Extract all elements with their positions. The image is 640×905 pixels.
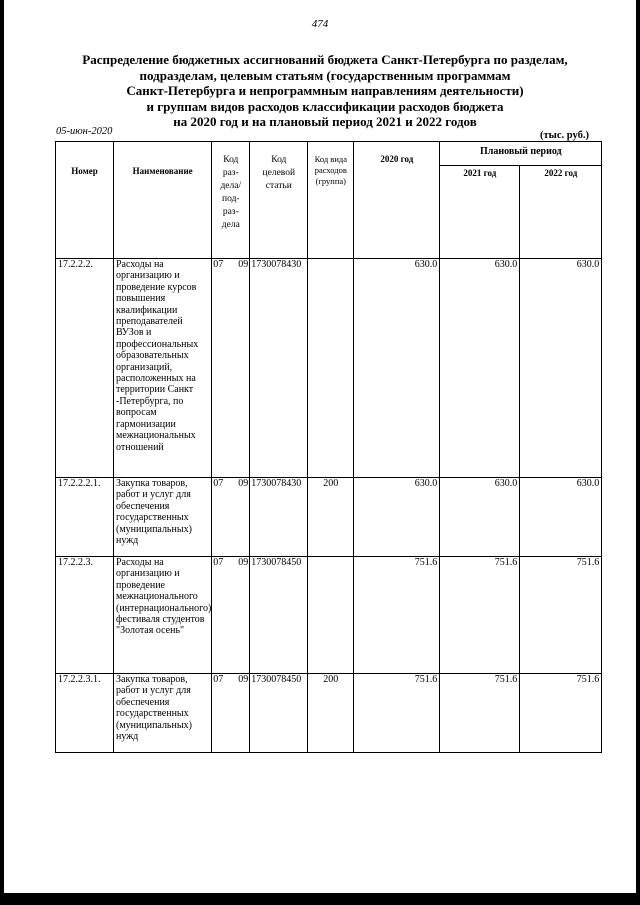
- document-date: 05-июн-2020: [56, 126, 113, 137]
- row-cel: 1730078450: [250, 674, 308, 753]
- scan-border-right: [636, 0, 640, 905]
- title-line: подразделам, целевым статьям (государственным программам: [139, 67, 511, 83]
- row-2022: 630.0: [520, 478, 602, 557]
- row-2020: 751.6: [354, 674, 440, 753]
- row-vid: [308, 557, 354, 674]
- row-nomer: 17.2.2.2.: [56, 259, 114, 478]
- row-2022: 630.0: [520, 259, 602, 478]
- page-number: 474: [311, 18, 329, 30]
- units-label: (тыс. руб.): [540, 130, 589, 141]
- row-2021: 630.0: [440, 259, 520, 478]
- row-2020: 630.0: [354, 259, 440, 478]
- row-name: Расходы на организацию и проведение межнационального (интернационального) фестиваля студентов "Золотая осень": [114, 557, 212, 674]
- row-nomer: 17.2.2.2.1.: [56, 478, 114, 557]
- row-2022: 751.6: [520, 674, 602, 753]
- row-nomer: 17.2.2.3.: [56, 557, 114, 674]
- title-line: на 2020 год и на плановый период 2021 и 2022 годов: [173, 114, 477, 129]
- row-razdel: 07 09: [212, 259, 250, 478]
- header-plan-period: Плановый период: [440, 142, 602, 166]
- row-razdel: 07 09: [212, 557, 250, 674]
- row-name: Расходы на организацию и проведение курсов повышения квалификации преподавателей ВУЗов и профессиональных образовательных организаций, расположенных на территории Санкт -Петербурга, по вопросам гармонизации межнациональных отношений: [114, 259, 212, 478]
- row-2020: 751.6: [354, 557, 440, 674]
- header-name: Наименование: [114, 142, 212, 259]
- table-row: [56, 478, 602, 557]
- row-2021: 630.0: [440, 478, 520, 557]
- row-vid: 200: [308, 674, 354, 753]
- row-razdel: 07 09: [212, 478, 250, 557]
- row-2020: 630.0: [354, 478, 440, 557]
- scan-border-left: [0, 0, 4, 905]
- header-nomer: Номер: [56, 142, 114, 259]
- header-2021: 2021 год: [440, 166, 520, 259]
- row-2021: 751.6: [440, 674, 520, 753]
- row-2021: 751.6: [440, 557, 520, 674]
- header-vid: Код вида расходов (группа): [308, 142, 354, 259]
- row-cel: 1730078430: [250, 259, 308, 478]
- row-cel: 1730078430: [250, 478, 308, 557]
- row-razdel: 07 09: [212, 674, 250, 753]
- header-razdel: Код раз- дела/ под- раз- дела: [212, 142, 250, 259]
- document-title: [40, 52, 610, 130]
- row-name: Закупка товаров, работ и услуг для обеспечения государственных (муниципальных) нужд: [114, 674, 212, 753]
- row-vid: [308, 259, 354, 478]
- table-row: [56, 259, 602, 478]
- title-line: и группам видов расходов классификации расходов бюджета: [146, 98, 504, 114]
- header-2022: 2022 год: [520, 166, 602, 259]
- header-cel: Код целевой статьи: [250, 142, 308, 259]
- row-vid: 200: [308, 478, 354, 557]
- row-name: Закупка товаров, работ и услуг для обеспечения государственных (муниципальных) нужд: [114, 478, 212, 557]
- header-2020: 2020 год: [354, 142, 440, 259]
- row-nomer: 17.2.2.3.1.: [56, 674, 114, 753]
- table-row: [56, 557, 602, 674]
- row-cel: 1730078450: [250, 557, 308, 674]
- title-line: Санкт-Петербурга и непрограммным направлениям деятельности): [126, 83, 524, 98]
- scan-border-bottom: [0, 893, 640, 905]
- table-row: [56, 674, 602, 753]
- title-line: Распределение бюджетных ассигнований бюджета Санкт-Петербурга по разделам,: [82, 52, 568, 67]
- budget-table: [55, 141, 602, 753]
- row-2022: 751.6: [520, 557, 602, 674]
